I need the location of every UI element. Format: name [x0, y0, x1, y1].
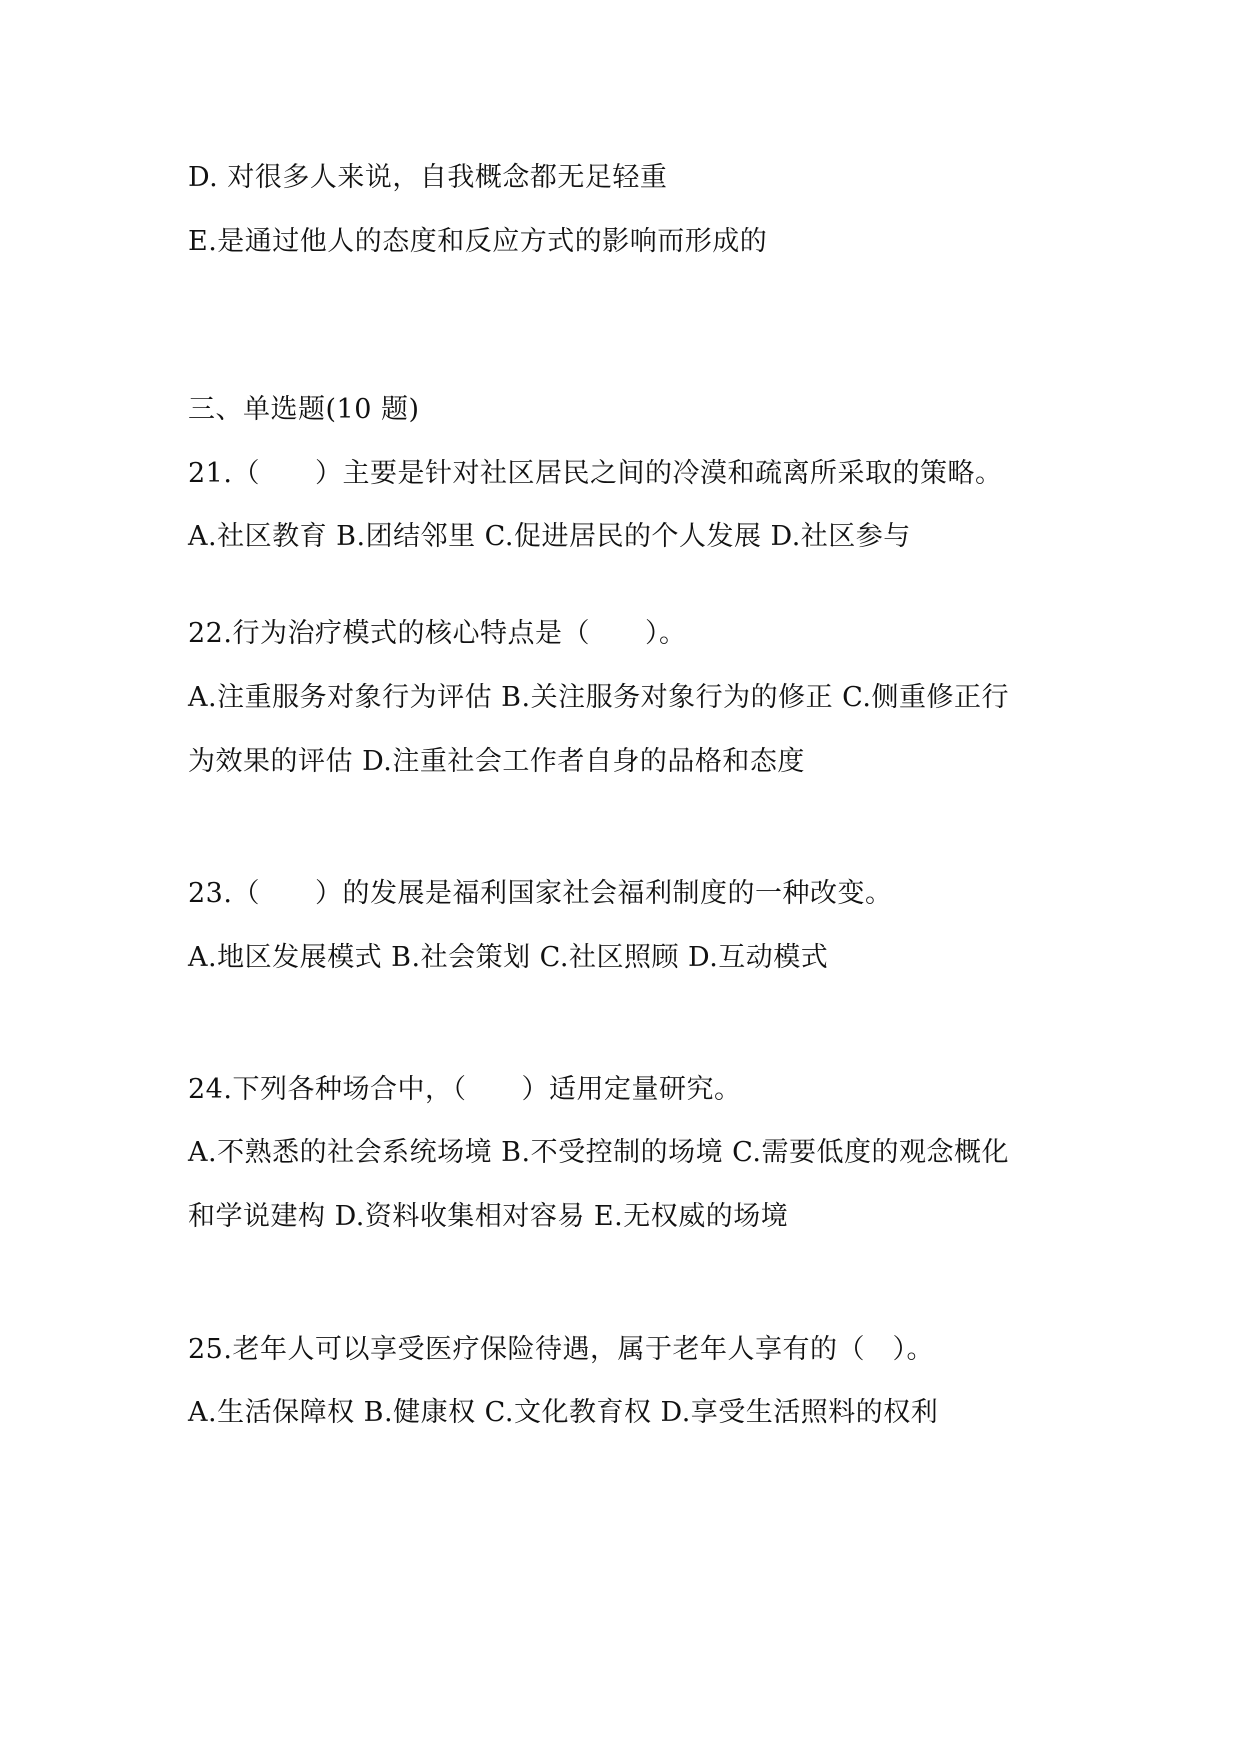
question-24-stem: 24.下列各种场合中，（ ）适用定量研究。 [188, 1074, 742, 1105]
prev-option-e: E.是通过他人的态度和反应方式的影响而形成的 [188, 226, 768, 257]
question-23-options: A.地区发展模式 B.社会策划 C.社区照顾 D.互动模式 [188, 942, 829, 973]
question-24-options-line2: 和学说建构 D.资料收集相对容易 E.无权威的场境 [188, 1201, 789, 1232]
question-23-stem: 23.（ ）的发展是福利国家社会福利制度的一种改变。 [188, 878, 893, 909]
section-heading: 三、单选题(10 题) [188, 394, 420, 425]
question-22-stem: 22.行为治疗模式的核心特点是（ ）。 [188, 618, 687, 649]
question-25-stem: 25.老年人可以享受医疗保险待遇，属于老年人享有的（ ）。 [188, 1334, 934, 1365]
question-25-options: A.生活保障权 B.健康权 C.文化教育权 D.享受生活照料的权利 [188, 1397, 939, 1428]
question-22-options-line1: A.注重服务对象行为评估 B.关注服务对象行为的修正 C.侧重修正行 [188, 682, 1009, 713]
question-22-options-line2: 为效果的评估 D.注重社会工作者自身的品格和态度 [188, 746, 805, 777]
question-24-options-line1: A.不熟悉的社会系统场境 B.不受控制的场境 C.需要低度的观念概化 [188, 1137, 1009, 1168]
prev-option-d: D. 对很多人来说，自我概念都无足轻重 [188, 162, 668, 193]
question-21-stem: 21.（ ）主要是针对社区居民之间的冷漠和疏离所采取的策略。 [188, 458, 1003, 489]
question-21-options: A.社区教育 B.团结邻里 C.促进居民的个人发展 D.社区参与 [188, 521, 911, 552]
